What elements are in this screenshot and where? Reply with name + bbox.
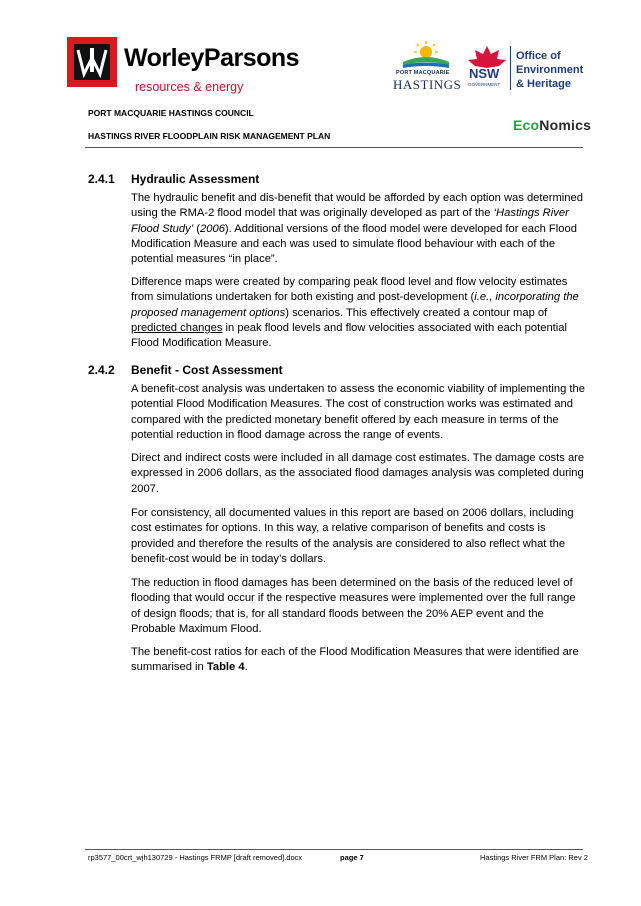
oeh-line-2: Environment [516, 64, 584, 76]
worleyparsons-logo-mark [67, 37, 117, 87]
paragraph-benefit-cost-1: A benefit-cost analysis was undertaken to assess the economic viability of implementing the potential Flood Modification Measures. The cost of construction works was estimated and compared with the predicted monetary benefit offered by each measure in terms of the potential reduction in flood damage across the range of events. [131, 383, 585, 441]
paragraph-hydraulic-2: Difference maps were created by comparing peak flood level and flow velocity estimates from simulations undertaken for both existing and post-development (i.e., incorporating the proposed management options) scenarios. This effectively created a contour map of predicted changes in peak flood levels and flow velocities associated with each potential Flood Modification Measure. [131, 276, 579, 350]
economics-prefix: Eco [513, 117, 540, 133]
paragraph-benefit-cost-2: Direct and indirect costs were included in all damage cost estimates. The damage costs are expressed in 2006 dollars, as the associated flood damages analysis was completed during 2007. [131, 452, 585, 495]
section-number-2-4-1: 2.4.1 [88, 172, 115, 186]
economics-suffix: Nomics [539, 117, 592, 133]
worleyparsons-wordmark: WorleyParsons [124, 44, 300, 72]
plan-header: HASTINGS RIVER FLOODPLAIN RISK MANAGEMENT PLAN [88, 131, 331, 141]
pmh-top-label: PORT MACQUARIE [396, 70, 450, 76]
nsw-government-label: GOVERNMENT [468, 82, 501, 87]
economics-logo [513, 117, 591, 133]
footer-document-title: Hastings River FRM Plan: Rev 2 [480, 853, 588, 862]
paragraph-benefit-cost-5: The benefit-cost ratios for each of the Flood Modification Measures that were identified are summarised in Table 4. [131, 646, 579, 674]
paragraph-hydraulic-1: The hydraulic benefit and dis-benefit that would be afforded by each option was determined using the RMA-2 flood model that was originally developed as part of the ‘Hastings River Flood Study’ (2006). Additional versions of the flood model were developed for each Flood Modification Measure and each was used to simulate flood behaviour with each of the potential measures “in place”. [131, 192, 583, 266]
table-4-reference: Table 4 [206, 661, 245, 674]
worleyparsons-emblem-icon [74, 44, 110, 80]
header-rule [85, 147, 583, 148]
paragraph-benefit-cost-4: The reduction in flood damages has been determined on the basis of the reduced level of flooding that would occur if the respective measures were implemented over the full range of design floods; that is, for all standard floods between the 20% AEP event and the Probable Maximum Flood. [131, 577, 576, 635]
section-title-benefit-cost: Benefit - Cost Assessment [131, 363, 283, 377]
oeh-line-1: Office of [516, 50, 561, 62]
section-title-hydraulic-assessment: Hydraulic Assessment [131, 172, 260, 186]
oeh-line-3: & Heritage [516, 78, 572, 90]
paragraph-benefit-cost-3: For consistency, all documented values in this report are based on 2006 dollars, including cost estimates for options. In this way, a relative comparison of benefits and costs is provided and therefore the results of the analysis are considered to also reflect what the benefit-cost would be in today’s dollars. [131, 507, 574, 565]
council-header: PORT MACQUARIE HASTINGS COUNCIL [88, 108, 254, 118]
footer-filename: rp3577_00crt_wjh130729 - Hastings FRMP [draft removed].docx [88, 853, 303, 862]
nsw-label: NSW [469, 66, 500, 81]
footer-page-number: page 7 [340, 853, 364, 862]
section-number-2-4-2: 2.4.2 [88, 363, 115, 377]
oeh-divider [510, 46, 511, 90]
pmh-name-label: HASTINGS [393, 77, 462, 92]
footer-rule [85, 849, 583, 850]
worleyparsons-tagline: resources & energy [135, 80, 244, 94]
